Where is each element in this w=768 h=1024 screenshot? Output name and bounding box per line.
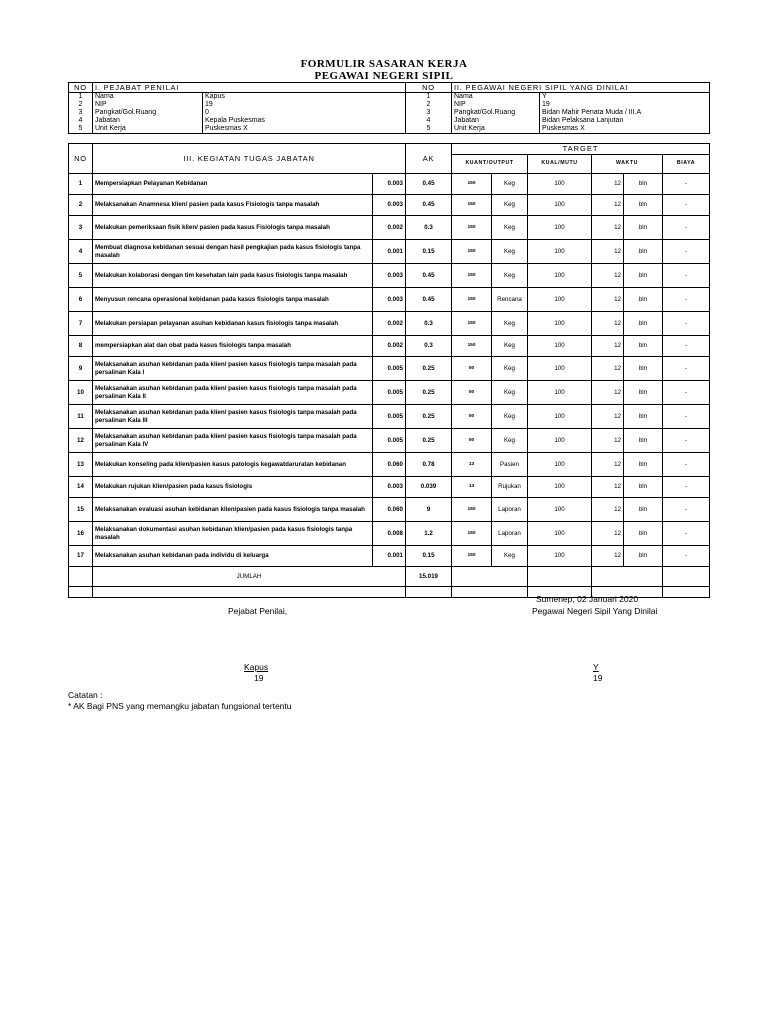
row-angka-kredit: 0.002 [373,216,406,240]
dinilai-field-label: Nama [452,93,540,102]
row-biaya: - [663,216,710,240]
dinilai-field-value: Y [540,93,710,102]
row-kuant-unit: Keg [492,429,528,453]
row-kuant-qty: 150 [452,312,492,336]
row-kegiatan: Melakukan persiapan pelayanan asuhan kebidanan kasus fisiologis tanpa masalah [93,312,373,336]
row-ak: 0.25 [406,381,452,405]
dinilai-field-label: Pangkat/Gol.Ruang [452,109,540,117]
row-mutu: 100 [528,195,592,216]
row-no: 10 [69,381,93,405]
row-no: 13 [69,453,93,477]
row-kuant-qty: 50 [452,429,492,453]
penilai-no-header: NO [69,83,93,93]
row-kuant-qty: 150 [452,264,492,288]
row-kuant-unit: Keg [492,381,528,405]
jumlah-label: JUMLAH [93,567,406,587]
row-biaya: - [663,453,710,477]
row-ak: 0.15 [406,240,452,264]
row-kuant-unit: Keg [492,405,528,429]
row-kegiatan: Mempersiapkan Pelayanan Kebidanan [93,174,373,195]
row-kegiatan: Melakukan konseling pada klien/pasien kasus patologis kegawatdaruratan kebidanan [93,453,373,477]
row-waktu: 12 [592,477,624,498]
dinilai-field-value: Bidan Mahir Penata Muda / III.A [540,109,710,117]
identity-row [69,109,710,117]
catatan-text: * AK Bagi PNS yang memangku jabatan fungsional tertentu [68,701,292,711]
row-angka-kredit: 0.003 [373,264,406,288]
form-subtitle: PEGAWAI NEGERI SIPIL [314,70,454,82]
row-waktu-unit: bln [624,453,663,477]
row-angka-kredit: 0.001 [373,240,406,264]
identity-table [68,82,710,134]
row-waktu: 12 [592,546,624,567]
row-kuant-qty: 150 [452,336,492,357]
empty-cell [406,587,452,598]
row-waktu-unit: bln [624,546,663,567]
identity-row [69,93,710,102]
row-waktu: 12 [592,312,624,336]
col-ak-header: AK [406,144,452,174]
dinilai-row-no: 5 [406,125,452,134]
row-waktu: 12 [592,240,624,264]
row-mutu: 100 [528,357,592,381]
row-kuant-qty: 50 [452,381,492,405]
table-row [69,453,710,477]
row-kegiatan: Menyusun rencana operasional kebidanan pada kasus fisiologis tanpa masalah [93,288,373,312]
row-kuant-unit: Rujukan [492,477,528,498]
row-no: 7 [69,312,93,336]
row-waktu: 12 [592,264,624,288]
row-angka-kredit: 0.060 [373,453,406,477]
identity-row [69,101,710,109]
row-mutu: 100 [528,264,592,288]
row-waktu: 12 [592,453,624,477]
row-kuant-qty: 50 [452,357,492,381]
row-ak: 0.45 [406,288,452,312]
row-waktu-unit: bln [624,357,663,381]
row-biaya: - [663,405,710,429]
row-waktu: 12 [592,498,624,522]
dinilai-field-label: NIP [452,101,540,109]
row-kuant-unit: Keg [492,216,528,240]
row-mutu: 100 [528,336,592,357]
row-angka-kredit: 0.001 [373,546,406,567]
identity-row [69,125,710,134]
row-ak: 0.15 [406,546,452,567]
row-mutu: 100 [528,522,592,546]
jumlah-value: 15.019 [406,567,452,587]
jumlah-target-cell [452,567,528,587]
row-biaya: - [663,288,710,312]
row-biaya: - [663,336,710,357]
col-kual-header: KUAL/MUTU [528,155,592,174]
dinilai-row-no: 3 [406,109,452,117]
row-kegiatan: Melaksanakan Anamnesa klien/ pasien pada kasus Fisiologis tanpa masalah [93,195,373,216]
table-row [69,195,710,216]
jumlah-no-cell [69,567,93,587]
row-biaya: - [663,312,710,336]
row-kegiatan: Melakukan pemeriksaan fisik klien/ pasien pada kasus Fisiologis tanpa masalah [93,216,373,240]
row-kuant-unit: Keg [492,336,528,357]
dinilai-field-label: Jabatan [452,117,540,125]
row-waktu-unit: bln [624,264,663,288]
row-kegiatan: Melaksanakan asuhan kebidanan pada klien/ pasien kasus fisiologis tanpa masalah pada persalinan Kala II [93,381,373,405]
row-biaya: - [663,240,710,264]
table-row [69,405,710,429]
row-kuant-qty: 150 [452,546,492,567]
row-mutu: 100 [528,381,592,405]
penilai-field-value: Kapus [203,93,406,102]
dinilai-signature-label: Pegawai Negeri Sipil Yang Dinilai [532,606,658,616]
col-kuant-header: KUANT/OUTPUT [452,155,528,174]
row-kuant-unit: Laporan [492,522,528,546]
row-kegiatan: Melaksanakan asuhan kebidanan pada klien/ pasien kasus fisiologis tanpa masalah pada persalinan Kala III [93,405,373,429]
row-kuant-unit: Pasien [492,453,528,477]
row-no: 2 [69,195,93,216]
row-waktu-unit: bln [624,174,663,195]
row-waktu-unit: bln [624,240,663,264]
row-biaya: - [663,357,710,381]
row-kegiatan: Melaksanakan asuhan kebidanan pada klien/ pasien kasus fisiologis tanpa masalah pada persalinan Kala IV [93,429,373,453]
row-biaya: - [663,174,710,195]
col-no-header: NO [69,144,93,174]
row-no: 4 [69,240,93,264]
row-ak: 0.45 [406,195,452,216]
table-row [69,429,710,453]
row-kegiatan: Melaksanakan asuhan kebidanan pada klien/ pasien kasus fisiologis tanpa masalah pada persalinan Kala I [93,357,373,381]
row-kuant-unit: Keg [492,195,528,216]
row-ak: 0.3 [406,336,452,357]
penilai-signature-nip: 19 [254,673,264,683]
row-kuant-unit: Keg [492,546,528,567]
penilai-row-no: 3 [69,109,93,117]
row-waktu: 12 [592,195,624,216]
dinilai-signature-nip: 19 [593,673,603,683]
row-kuant-qty: 50 [452,405,492,429]
row-kuant-qty: 150 [452,216,492,240]
row-angka-kredit: 0.003 [373,477,406,498]
row-kegiatan: Melaksanakan evaluasi asuhan kebidanan klien/pasien pada kasus fisiologis tanpa masalah [93,498,373,522]
row-ak: 0.039 [406,477,452,498]
row-angka-kredit: 0.002 [373,336,406,357]
table-row [69,546,710,567]
empty-cell [93,587,406,598]
penilai-field-label: Jabatan [93,117,203,125]
row-no: 1 [69,174,93,195]
row-waktu-unit: bln [624,429,663,453]
row-ak: 0.3 [406,312,452,336]
row-ak: 0.25 [406,357,452,381]
penilai-signature-label: Pejabat Penilai, [228,606,288,616]
row-mutu: 100 [528,453,592,477]
row-waktu-unit: bln [624,336,663,357]
row-mutu: 100 [528,174,592,195]
row-angka-kredit: 0.005 [373,429,406,453]
jumlah-biaya-cell [663,567,710,587]
dinilai-no-header: NO [406,83,452,93]
row-ak: 0.45 [406,264,452,288]
row-waktu-unit: bln [624,522,663,546]
row-kuant-unit: Keg [492,312,528,336]
row-kuant-qty: 150 [452,174,492,195]
dinilai-row-no: 1 [406,93,452,102]
penilai-field-label: Unit Kerja [93,125,203,134]
row-waktu: 12 [592,174,624,195]
catatan-label: Catatan : [68,690,103,700]
row-kuant-unit: Keg [492,240,528,264]
row-waktu-unit: bln [624,288,663,312]
row-mutu: 100 [528,312,592,336]
row-kuant-unit: Keg [492,357,528,381]
dinilai-field-value: Puskesmas X [540,125,710,134]
penilai-section-header: I. PEJABAT PENILAI [93,83,406,93]
penilai-field-label: Pangkat/Gol.Ruang [93,109,203,117]
table-row [69,477,710,498]
row-mutu: 100 [528,216,592,240]
identity-row [69,117,710,125]
row-ak: 0.25 [406,429,452,453]
row-no: 16 [69,522,93,546]
row-waktu: 12 [592,381,624,405]
penilai-signature-name: Kapus [244,662,269,672]
jumlah-row [69,567,710,587]
dinilai-row-no: 4 [406,117,452,125]
row-kegiatan: mempersiapkan alat dan obat pada kasus fisiologis tanpa masalah [93,336,373,357]
row-angka-kredit: 0.003 [373,288,406,312]
table-row [69,288,710,312]
empty-cell [452,587,528,598]
row-angka-kredit: 0.005 [373,405,406,429]
row-mutu: 100 [528,429,592,453]
row-kuant-qty: 150 [452,498,492,522]
row-angka-kredit: 0.005 [373,357,406,381]
row-waktu-unit: bln [624,312,663,336]
row-kuant-unit: Keg [492,174,528,195]
table-row [69,240,710,264]
place-date: Sumenep, 02 Januari 2020 [536,594,639,604]
row-biaya: - [663,477,710,498]
row-no: 9 [69,357,93,381]
row-ak: 1.2 [406,522,452,546]
table-row [69,264,710,288]
target-header: TARGET [452,144,710,155]
row-kuant-qty: 150 [452,195,492,216]
row-waktu-unit: bln [624,477,663,498]
row-kuant-unit: Laporan [492,498,528,522]
dinilai-field-value: Bidan Pelaksana Lanjutan [540,117,710,125]
row-no: 15 [69,498,93,522]
row-waktu: 12 [592,429,624,453]
row-kuant-qty: 13 [452,477,492,498]
row-kuant-qty: 150 [452,288,492,312]
row-angka-kredit: 0.008 [373,522,406,546]
col-biaya-header: BIAYA [663,155,710,174]
row-biaya: - [663,429,710,453]
row-waktu: 12 [592,216,624,240]
row-angka-kredit: 0.060 [373,498,406,522]
row-ak: 0.78 [406,453,452,477]
row-waktu-unit: bln [624,498,663,522]
row-waktu-unit: bln [624,216,663,240]
row-kegiatan: Melaksanakan dokumentasi asuhan kebidanan klien/pasien pada kasus fisiologis tanpa masalah [93,522,373,546]
row-mutu: 100 [528,498,592,522]
row-waktu: 12 [592,288,624,312]
row-kegiatan: Melaksanakan asuhan kebidanan pada individu di keluarga [93,546,373,567]
penilai-field-value: Puskesmas X [203,125,406,134]
row-kuant-qty: 13 [452,453,492,477]
row-biaya: - [663,381,710,405]
row-ak: 0.25 [406,405,452,429]
row-ak: 0.45 [406,174,452,195]
row-biaya: - [663,195,710,216]
row-mutu: 100 [528,477,592,498]
row-kegiatan: Membuat diagnosa kebidanan sesuai dengan hasil pengkajian pada kasus fisiologis tanpa masalah [93,240,373,264]
table-row [69,498,710,522]
form-title: FORMULIR SASARAN KERJA [300,58,468,70]
table-row [69,381,710,405]
row-biaya: - [663,498,710,522]
row-angka-kredit: 0.002 [373,312,406,336]
row-waktu: 12 [592,357,624,381]
row-no: 11 [69,405,93,429]
dinilai-row-no: 2 [406,101,452,109]
dinilai-signature-name: Y [593,662,599,672]
row-ak: 9 [406,498,452,522]
row-no: 8 [69,336,93,357]
empty-cell [663,587,710,598]
row-waktu: 12 [592,336,624,357]
penilai-field-label: NIP [93,101,203,109]
col-waktu-header: WAKTU [592,155,663,174]
penilai-field-label: Nama [93,93,203,102]
penilai-row-no: 2 [69,101,93,109]
activity-table [68,143,710,598]
row-biaya: - [663,522,710,546]
dinilai-field-value: 19 [540,101,710,109]
row-mutu: 100 [528,288,592,312]
row-kuant-qty: 150 [452,240,492,264]
table-row [69,312,710,336]
penilai-row-no: 5 [69,125,93,134]
penilai-field-value: Kepala Puskesmas [203,117,406,125]
col-kegiatan-header: III. KEGIATAN TUGAS JABATAN [93,144,406,174]
row-waktu: 12 [592,522,624,546]
dinilai-section-header: II. PEGAWAI NEGERI SIPIL YANG DINILAI [452,83,710,93]
row-kuant-unit: Rencana [492,288,528,312]
table-row [69,174,710,195]
row-mutu: 100 [528,546,592,567]
empty-cell [69,587,93,598]
penilai-row-no: 4 [69,117,93,125]
row-mutu: 100 [528,240,592,264]
row-waktu-unit: bln [624,381,663,405]
row-angka-kredit: 0.003 [373,174,406,195]
row-ak: 0.3 [406,216,452,240]
jumlah-waktu-cell [592,567,663,587]
dinilai-field-label: Unit Kerja [452,125,540,134]
row-angka-kredit: 0.003 [373,195,406,216]
row-no: 12 [69,429,93,453]
penilai-field-value: 19 [203,101,406,109]
row-waktu: 12 [592,405,624,429]
table-row [69,522,710,546]
penilai-field-value: 0 [203,109,406,117]
row-no: 5 [69,264,93,288]
row-kuant-unit: Keg [492,264,528,288]
penilai-row-no: 1 [69,93,93,102]
table-row [69,216,710,240]
row-kegiatan: Melakukan rujukan klien/pasien pada kasus fisiologis [93,477,373,498]
jumlah-mutu-cell [528,567,592,587]
row-mutu: 100 [528,405,592,429]
row-biaya: - [663,264,710,288]
row-kuant-qty: 150 [452,522,492,546]
row-angka-kredit: 0.005 [373,381,406,405]
row-no: 6 [69,288,93,312]
row-waktu-unit: bln [624,405,663,429]
table-row [69,357,710,381]
table-row [69,336,710,357]
row-no: 14 [69,477,93,498]
row-waktu-unit: bln [624,195,663,216]
row-kegiatan: Melakukan kolaborasi dengan tim kesehatan lain pada kasus fisiologis tanpa masalah [93,264,373,288]
row-no: 17 [69,546,93,567]
row-no: 3 [69,216,93,240]
row-biaya: - [663,546,710,567]
